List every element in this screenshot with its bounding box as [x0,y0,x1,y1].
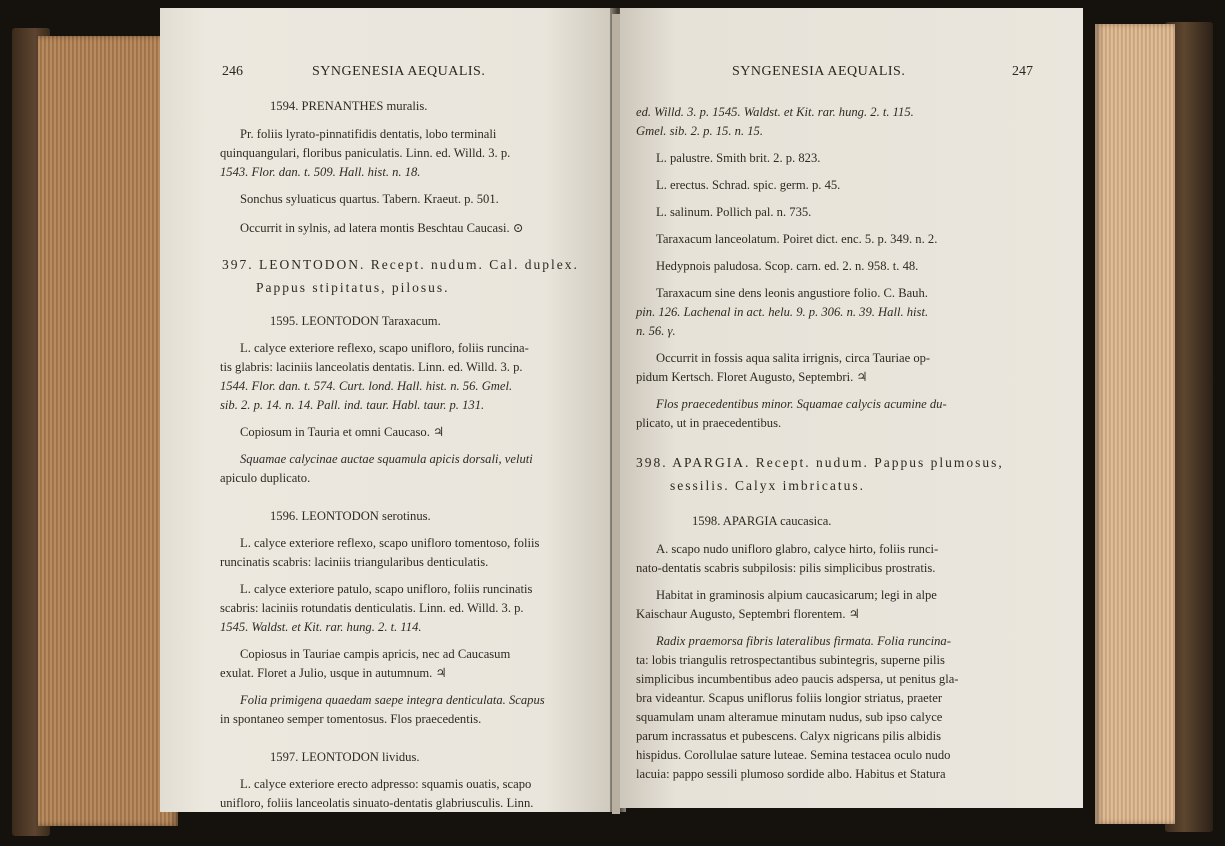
text-line: apiculo duplicato. [220,471,311,485]
text-line: Taraxacum sine dens leonis angustiore folio. C. Bauh. [656,286,928,300]
text-line: Copiosum in Tauria et omni Caucaso. ♃ [240,425,445,439]
text-line: Occurrit in sylnis, ad latera montis Beschtau Caucasi. ⊙ [240,221,524,235]
text-line: nato-dentatis scabris subpilosis: pilis simplicibus prostratis. [636,561,936,575]
text-line: lacuia: pappo sessili plumoso sordide albo. Habitus et Statura [636,767,946,781]
text-line: Habitat in graminosis alpium caucasicarum; legi in alpe [656,588,937,602]
text-line: 1545. Waldst. et Kit. rar. hung. 2. t. 114. [220,620,422,634]
text-line: unifloro, foliis lanceolatis sinuato-dentatis glabriusculis. Linn. [220,796,534,810]
text-line: pidum Kertsch. Floret Augusto, Septembri. ♃ [636,370,868,384]
text-line: Copiosus in Tauriae campis apricis, nec ad Caucasum [240,647,511,661]
text-line: n. 56. γ. [636,324,676,338]
text-line: L. calyce exteriore erecto adpresso: squamis ouatis, scapo [240,777,532,791]
text-line: scabris: laciniis rotundatis denticulatis. Linn. ed. Willd. 3. p. [220,601,524,615]
genus-heading-cont: Pappus stipitatus, pilosus. [256,280,450,295]
text-line: squamulam unam alteramue minutam nudus, sub ipso calyce [636,710,943,724]
text-line: A. scapo nudo unifloro glabro, calyce hirto, foliis runci- [656,542,939,556]
text-line: Folia primigena quaedam saepe integra denticulata. Scapus [240,693,545,707]
text-line: L. erectus. Schrad. spic. germ. p. 45. [656,178,841,192]
page-edges-left [38,36,178,826]
text-line: Flos praecedentibus minor. Squamae calycis acumine du- [656,397,947,411]
text-line: L. salinum. Pollich pal. n. 735. [656,205,812,219]
text-line: L. calyce exteriore reflexo, scapo unifloro tomentoso, foliis [240,536,540,550]
page-number: 247 [1012,64,1033,79]
text-line: Sonchus syluaticus quartus. Tabern. Kraeut. p. 501. [240,192,499,206]
text-line: Kaischaur Augusto, Septembri florentem. ♃ [636,607,860,621]
text-line: L. palustre. Smith brit. 2. p. 823. [656,151,821,165]
text-line: Taraxacum lanceolatum. Poiret dict. enc. 5. p. 349. n. 2. [656,232,938,246]
text-line: 1543. Flor. dan. t. 509. Hall. hist. n. 18. [220,165,421,179]
text-line: Occurrit in fossis aqua salita irrignis, circa Tauriae op- [656,351,931,365]
text-line: pin. 126. Lachenal in act. helu. 9. p. 306. n. 39. Hall. hist. [636,305,929,319]
text-line: runcinatis scabris: laciniis triangularibus denticulatis. [220,555,489,569]
species-heading: 1594. PRENANTHES muralis. [270,99,428,113]
text-line: exulat. Floret a Julio, usque in autumnum. ♃ [220,666,447,680]
text-line: Pr. foliis lyrato-pinnatifidis dentatis, lobo terminali [240,127,497,141]
text-line: L. calyce exteriore patulo, scapo unifloro, foliis runcinatis [240,582,533,596]
species-heading: 1595. LEONTODON Taraxacum. [270,314,441,328]
text-line: simplicibus incumbentibus adeo paucis adspersa, ut penitus gla- [636,672,959,686]
text-line: sib. 2. p. 14. n. 14. Pall. ind. taur. Habl. taur. p. 131. [220,398,485,412]
page-shadow [612,14,620,814]
text-line: hispidus. Corollulae sature luteae. Semina testacea oculo nudo [636,748,951,762]
text-line: tis glabris: laciniis lanceolatis dentatis. Linn. ed. Willd. 3. p. [220,360,523,374]
text-line: bra videantur. Scapus uniflorus foliis longior striatus, praeter [636,691,943,705]
page-edges-right [1095,24,1175,824]
text-line: plicato, ut in praecedentibus. [636,416,782,430]
left-page [160,8,613,812]
text-line: ed. Willd. 3. p. 1545. Waldst. et Kit. rar. hung. 2. t. 115. [636,105,914,119]
genus-heading: 398. APARGIA. Recept. nudum. Pappus plumosus, [636,455,1004,470]
species-heading: 1598. APARGIA caucasica. [692,514,832,528]
text-line: in spontaneo semper tomentosus. Flos praecedentis. [220,712,482,726]
running-head: SYNGENESIA AEQUALIS. [312,64,486,79]
text-line: 1544. Flor. dan. t. 574. Curt. lond. Hall. hist. n. 56. Gmel. [220,379,513,393]
text-line: Squamae calycinae auctae squamula apicis dorsali, veluti [240,452,533,466]
species-heading: 1597. LEONTODON lividus. [270,750,420,764]
species-heading: 1596. LEONTODON serotinus. [270,509,431,523]
running-head: SYNGENESIA AEQUALIS. [732,64,906,79]
text-line: Gmel. sib. 2. p. 15. n. 15. [636,124,763,138]
text-line: quinquangulari, floribus paniculatis. Linn. ed. Willd. 3. p. [220,146,511,160]
right-page [620,8,1083,808]
text-line: Radix praemorsa fibris lateralibus firmata. Folia runcina- [656,634,951,648]
genus-heading-cont: sessilis. Calyx imbricatus. [670,478,865,493]
text-line: parum incrassatus et pubescens. Calyx nigricans pilis albidis [636,729,941,743]
text-line: L. calyce exteriore reflexo, scapo unifloro, foliis runcina- [240,341,529,355]
text-line: ta: lobis triangulis retrospectantibus subintegris, superne pilis [636,653,945,667]
page-number: 246 [222,64,243,79]
genus-heading: 397. LEONTODON. Recept. nudum. Cal. duplex. [222,257,579,272]
text-line: Hedypnois paludosa. Scop. carn. ed. 2. n. 958. t. 48. [656,259,919,273]
